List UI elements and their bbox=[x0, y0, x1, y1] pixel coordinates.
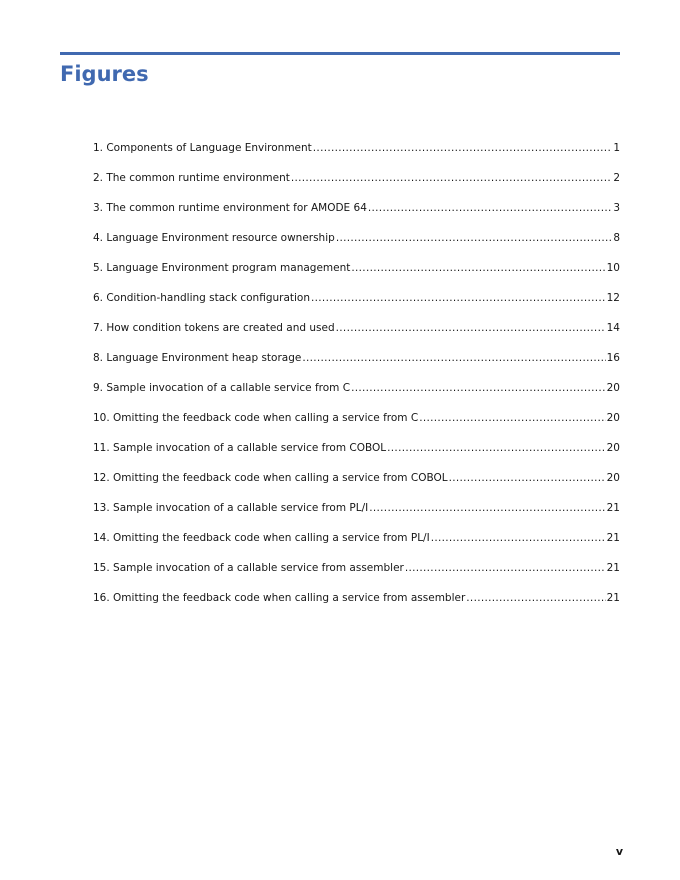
figure-entry-3[interactable] bbox=[93, 200, 620, 230]
heading-rule bbox=[60, 52, 620, 55]
figure-entry-5[interactable] bbox=[93, 260, 620, 290]
figure-page: 21 bbox=[606, 562, 620, 574]
figure-entry-10[interactable] bbox=[93, 410, 620, 440]
dot-leader bbox=[351, 380, 606, 397]
dot-leader bbox=[311, 290, 606, 307]
figure-entry-11[interactable] bbox=[93, 440, 620, 470]
figures-list bbox=[93, 140, 620, 620]
figure-page: 12 bbox=[606, 292, 620, 304]
figure-page: 14 bbox=[606, 322, 620, 334]
figure-entry-12[interactable] bbox=[93, 470, 620, 500]
figure-entry-13[interactable] bbox=[93, 500, 620, 530]
dot-leader bbox=[431, 530, 606, 547]
figure-label: 5. Language Environment program management bbox=[93, 262, 351, 274]
figure-entry-7[interactable] bbox=[93, 320, 620, 350]
figure-page: 20 bbox=[606, 412, 620, 424]
figure-label: 7. How condition tokens are created and used bbox=[93, 322, 335, 334]
dot-leader bbox=[449, 470, 606, 487]
figure-label: 4. Language Environment resource ownership bbox=[93, 232, 335, 244]
figure-page: 10 bbox=[606, 262, 620, 274]
dot-leader bbox=[336, 320, 606, 337]
figure-page: 20 bbox=[606, 442, 620, 454]
dot-leader bbox=[369, 500, 605, 517]
figure-label: 9. Sample invocation of a callable service from C bbox=[93, 382, 351, 394]
figure-entry-2[interactable] bbox=[93, 170, 620, 200]
figure-page: 2 bbox=[613, 172, 620, 184]
figure-entry-9[interactable] bbox=[93, 380, 620, 410]
figure-label: 8. Language Environment heap storage bbox=[93, 352, 302, 364]
figure-page: 21 bbox=[606, 592, 620, 604]
figure-page: 21 bbox=[606, 502, 620, 514]
figure-label: 3. The common runtime environment for AMODE 64 bbox=[93, 202, 367, 214]
figure-entry-16[interactable] bbox=[93, 590, 620, 620]
dot-leader bbox=[368, 200, 612, 217]
figure-page: 20 bbox=[606, 472, 620, 484]
dot-leader bbox=[405, 560, 606, 577]
figure-label: 13. Sample invocation of a callable service from PL/I bbox=[93, 502, 369, 514]
figure-page: 1 bbox=[613, 142, 620, 154]
page-title: Figures bbox=[60, 62, 149, 86]
figure-page: 8 bbox=[613, 232, 620, 244]
figure-label: 10. Omitting the feedback code when calling a service from C bbox=[93, 412, 419, 424]
figure-entry-8[interactable] bbox=[93, 350, 620, 380]
dot-leader bbox=[291, 170, 612, 187]
figure-label: 12. Omitting the feedback code when calling a service from COBOL bbox=[93, 472, 448, 484]
dot-leader bbox=[419, 410, 605, 427]
dot-leader bbox=[336, 230, 613, 247]
figure-label: 15. Sample invocation of a callable service from assembler bbox=[93, 562, 404, 574]
figure-label: 1. Components of Language Environment bbox=[93, 142, 312, 154]
figure-page: 3 bbox=[613, 202, 620, 214]
figure-entry-6[interactable] bbox=[93, 290, 620, 320]
figure-page: 21 bbox=[606, 532, 620, 544]
figure-label: 2. The common runtime environment bbox=[93, 172, 290, 184]
dot-leader bbox=[302, 350, 605, 367]
figure-entry-15[interactable] bbox=[93, 560, 620, 590]
figure-entry-1[interactable] bbox=[93, 140, 620, 170]
dot-leader bbox=[387, 440, 605, 457]
figure-page: 16 bbox=[606, 352, 620, 364]
page-number: v bbox=[615, 845, 623, 858]
figure-label: 11. Sample invocation of a callable service from COBOL bbox=[93, 442, 387, 454]
figure-page: 20 bbox=[606, 382, 620, 394]
dot-leader bbox=[351, 260, 605, 277]
figure-label: 14. Omitting the feedback code when calling a service from PL/I bbox=[93, 532, 430, 544]
dot-leader bbox=[466, 590, 605, 607]
figure-label: 16. Omitting the feedback code when calling a service from assembler bbox=[93, 592, 466, 604]
dot-leader bbox=[313, 140, 613, 157]
figure-entry-14[interactable] bbox=[93, 530, 620, 560]
figure-label: 6. Condition-handling stack configuration bbox=[93, 292, 311, 304]
figure-entry-4[interactable] bbox=[93, 230, 620, 260]
